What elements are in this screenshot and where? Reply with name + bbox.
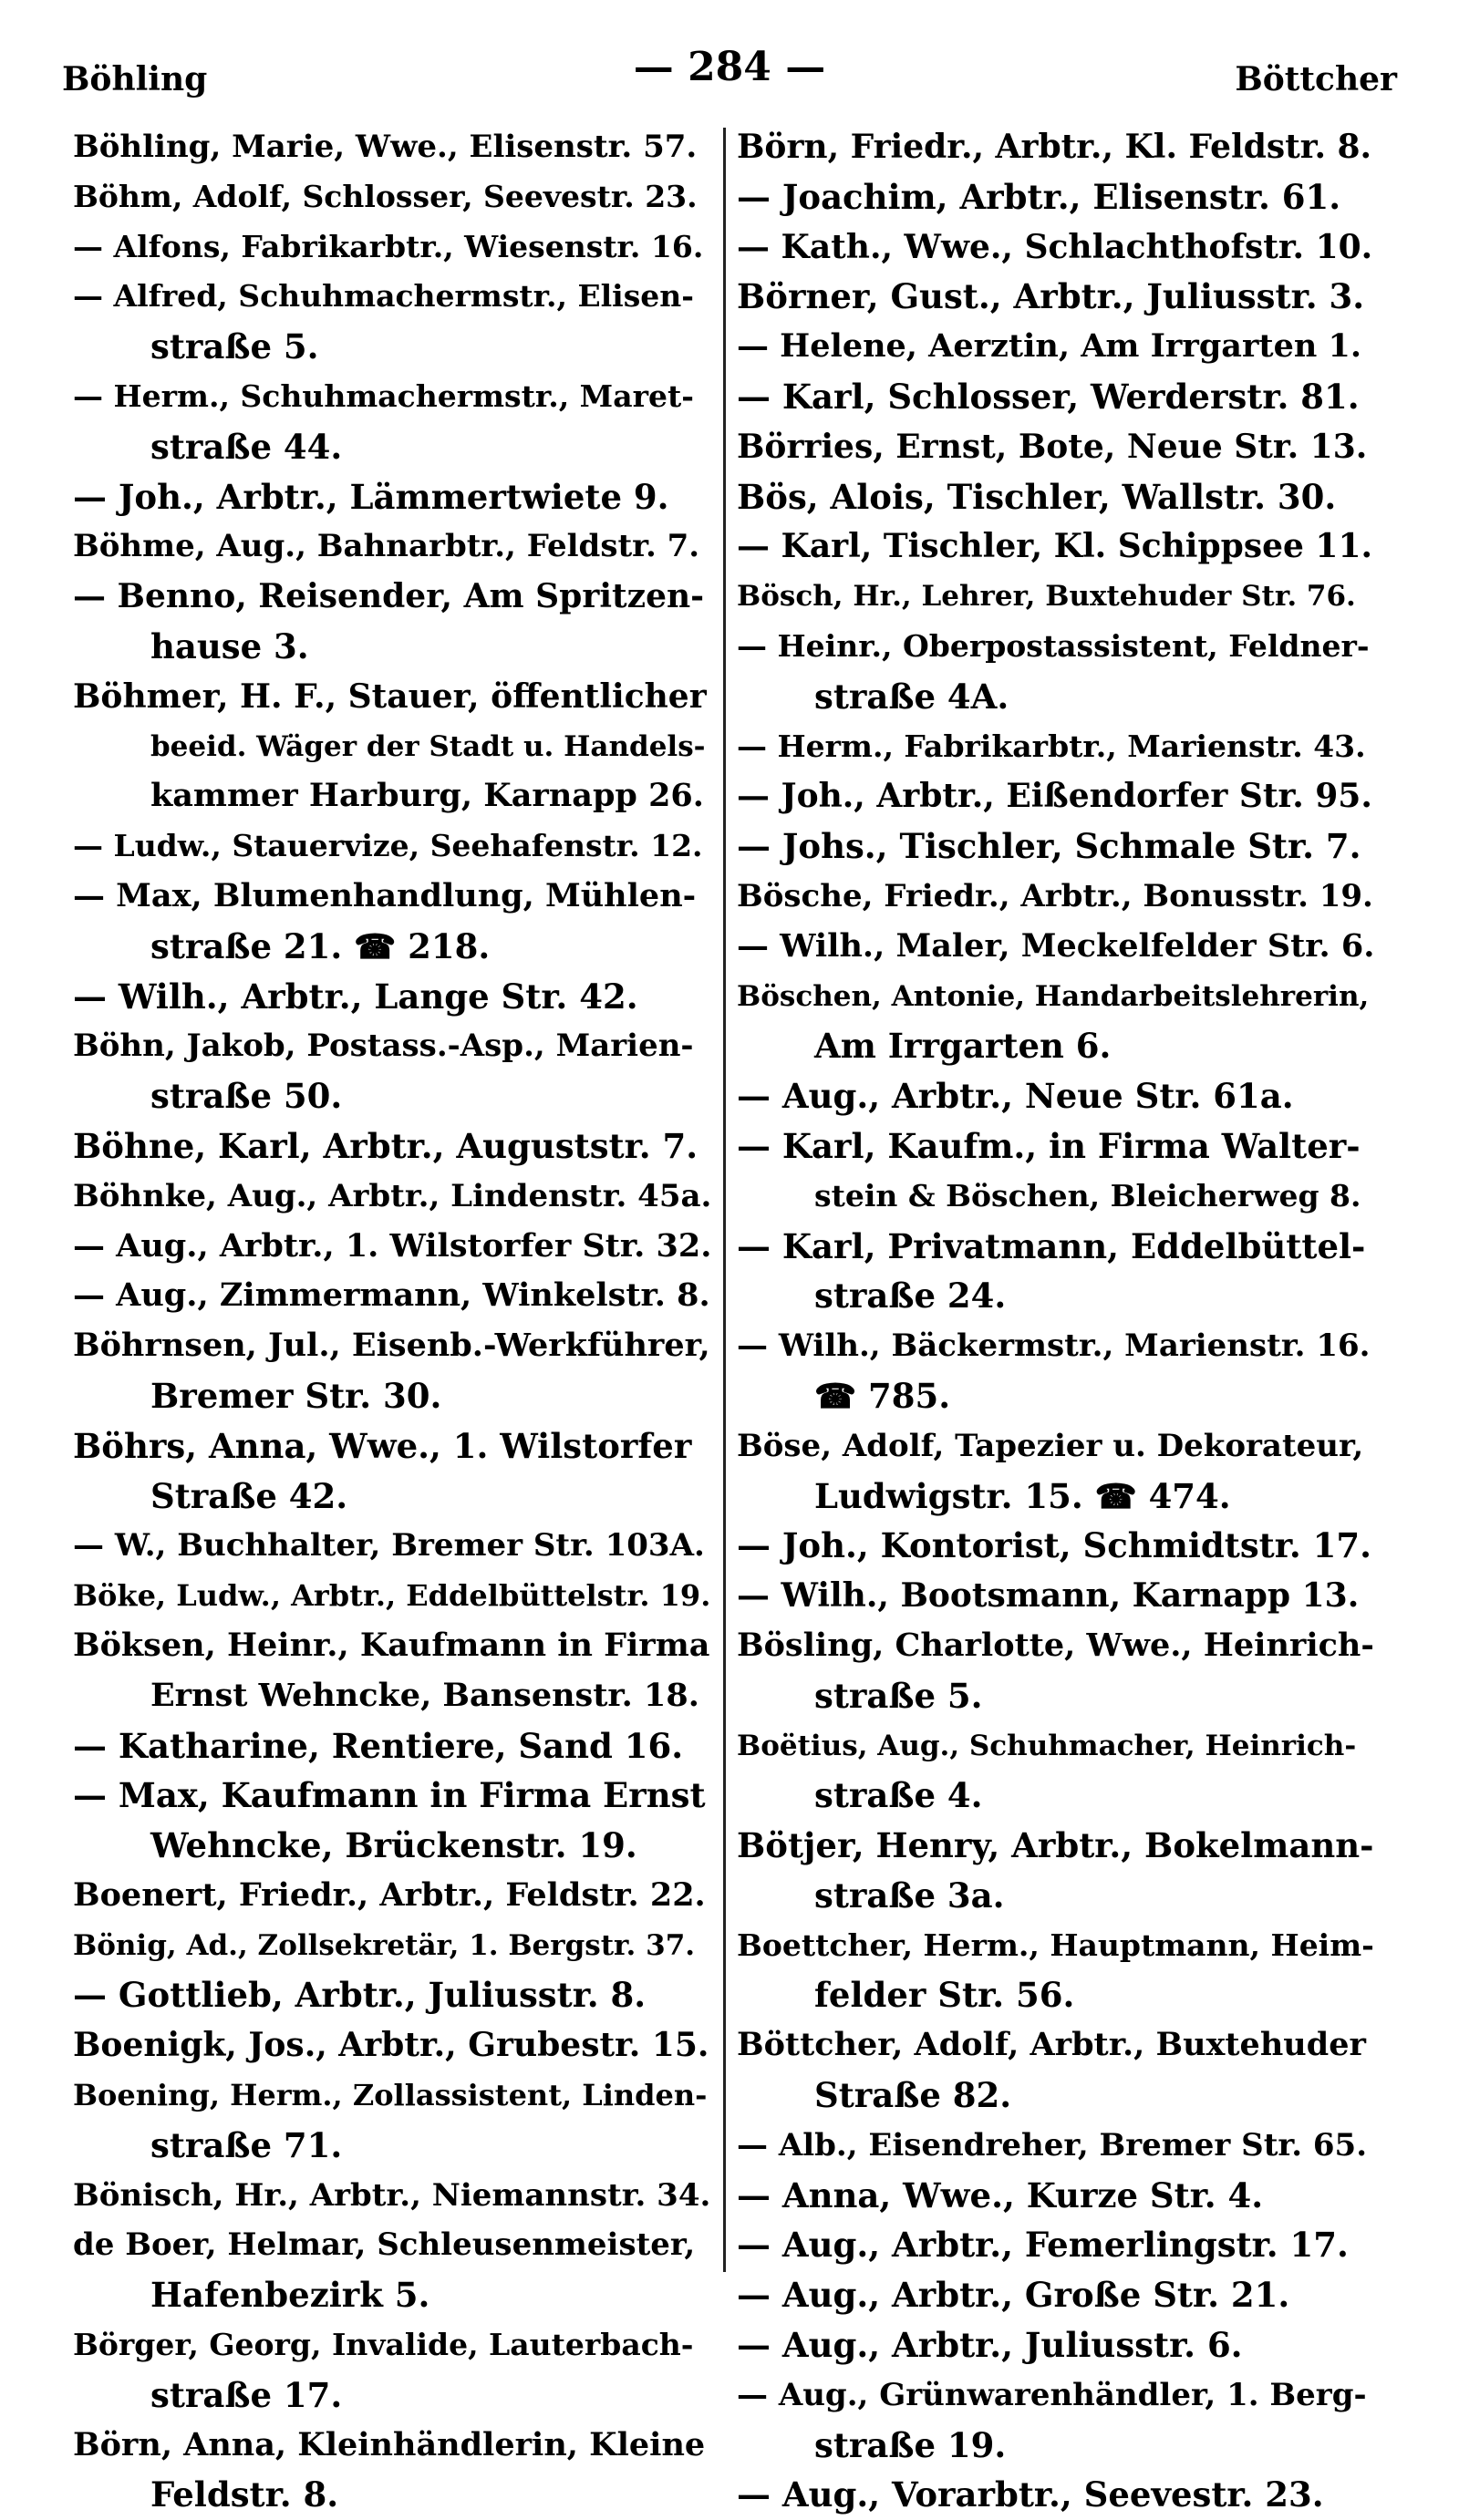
entry-line: — Karl, Kaufm., in Firma Walter- [737,1125,1361,1166]
entry-continuation-line: Feldstr. 8. [150,2474,339,2515]
entry-continuation-line: ☎ 785. [814,1375,951,1416]
entry-continuation-line: straße 5. [150,326,319,367]
entry-line: — Benno, Reisender, Am Spritzen- [73,577,705,616]
entry-continuation-line: straße 24. [814,1275,1007,1317]
entry-line: — Ludw., Stauervize, Seehafenstr. 12. [73,828,703,864]
entry-line: — Herm., Schuhmachermstr., Maret- [73,377,694,414]
entry-line: Börries, Ernst, Bote, Neue Str. 13. [737,427,1368,466]
entry-line: — Aug., Arbtr., Juliusstr. 6. [737,2325,1243,2366]
entry-line: — Alfons, Fabrikarbtr., Wiesenstr. 16. [73,228,704,264]
entry-line: Boettcher, Herm., Hauptmann, Heim- [737,1926,1374,1963]
entry-line: — Joh., Kontorist, Schmidtstr. 17. [737,1525,1372,1566]
entry-line: — W., Buchhalter, Bremer Str. 103A. [73,1527,705,1565]
entry-line: — Wilh., Maler, Meckelfelder Str. 6. [737,926,1375,965]
entry-line: Bös, Alois, Tischler, Wallstr. 30. [737,476,1337,517]
entry-continuation-line: straße 50. [150,1076,343,1117]
entry-line: — Aug., Arbtr., Femerlingstr. 17. [737,2225,1349,2266]
right-column [737,122,1375,2520]
entry-continuation-line: Am Irrgarten 6. [814,1026,1112,1067]
entry-line: — Herm., Fabrikarbtr., Marienstr. 43. [737,728,1366,764]
entry-continuation-line: straße 4A. [814,676,1009,717]
entry-continuation-line: hause 3. [150,625,309,666]
entry-line: Böhm, Adolf, Schlosser, Seevestr. 23. [73,178,698,214]
entry-continuation-line: kammer Harburg, Karnapp 26. [150,777,704,815]
entry-continuation-line: Ernst Wehncke, Bansenstr. 18. [150,1676,699,1714]
entry-continuation-line: straße 44. [150,426,343,467]
entry-line: Bönisch, Hr., Arbtr., Niemannstr. 34. [73,2176,711,2214]
left-column [73,122,711,2520]
entry-line: Böttcher, Adolf, Arbtr., Buxtehuder [737,2026,1366,2064]
entry-line: Böhling, Marie, Wwe., Elisenstr. 57. [73,129,698,165]
header-right-keyword: Böttcher [1235,60,1397,98]
entry-line: Bösche, Friedr., Arbtr., Bonusstr. 19. [737,877,1373,914]
entry-continuation-line: straße 71. [150,2124,343,2165]
entry-line: — Heinr., Oberpostassistent, Feldner- [737,627,1370,664]
entry-line: — Joachim, Arbtr., Elisenstr. 61. [737,176,1341,217]
entry-line: Böse, Adolf, Tapezier u. Dekorateur, [737,1427,1364,1464]
entry-line: Boëtius, Aug., Schuhmacher, Heinrich- [737,1729,1357,1762]
entry-continuation-line: felder Str. 56. [814,1975,1075,2016]
entry-line: — Wilh., Bootsmann, Karnapp 13. [737,1576,1360,1616]
entry-line: — Helene, Aerztin, Am Irrgarten 1. [737,327,1362,366]
entry-line: — Wilh., Bäckermstr., Marienstr. 16. [737,1327,1371,1365]
entry-continuation-line: Straße 42. [150,1475,348,1516]
entry-line: — Max, Kaufmann in Firma Ernst [73,1775,706,1816]
entry-line: Bötjer, Henry, Arbtr., Bokelmann- [737,1825,1374,1866]
page-number: — 284 — [633,44,826,90]
entry-line: — Katharine, Rentiere, Sand 16. [73,1725,684,1766]
entry-line: Bösling, Charlotte, Wwe., Heinrich- [737,1626,1374,1664]
entry-line: Bösch, Hr., Lehrer, Buxtehuder Str. 76. [737,580,1356,614]
entry-line: Böhme, Aug., Bahnarbtr., Feldstr. 7. [73,528,700,565]
entry-line: — Aug., Arbtr., Große Str. 21. [737,2275,1290,2316]
entry-line: Böhmer, H. F., Stauer, öffentlicher [73,676,707,716]
entry-line: — Alfred, Schuhmachermstr., Elisen- [73,278,694,315]
entry-continuation-line: straße 4. [814,1775,983,1816]
entry-line: — Aug., Zimmermann, Winkelstr. 8. [73,1276,710,1315]
entry-line: — Aug., Arbtr., 1. Wilstorfer Str. 32. [73,1226,711,1265]
entry-line: — Max, Blumenhandlung, Mühlen- [73,876,697,914]
entry-continuation-line: beeid. Wäger der Stadt u. Handels- [150,729,706,763]
entry-line: — Johs., Tischler, Schmale Str. 7. [737,826,1361,867]
header-left-keyword: Böhling [62,60,208,98]
entry-line: — Joh., Arbtr., Eißendorfer Str. 95. [737,777,1372,816]
entry-continuation-line: straße 21. ☎ 218. [150,925,491,966]
entry-continuation-line: Bremer Str. 30. [150,1375,442,1416]
entry-continuation-line: Ludwigstr. 15. ☎ 474. [814,1475,1231,1516]
entry-line: Böke, Ludw., Arbtr., Eddelbüttelstr. 19. [73,1578,711,1614]
entry-line: — Kath., Wwe., Schlachthofstr. 10. [737,227,1373,266]
entry-line: — Aug., Arbtr., Neue Str. 61a. [737,1076,1294,1117]
entry-continuation-line: straße 17. [150,2374,343,2415]
entry-line: Böhrnsen, Jul., Eisenb.-Werkführer, [73,1327,710,1365]
entry-line: — Karl, Privatmann, Eddelbüttel- [737,1225,1366,1266]
column-divider [723,128,726,2272]
entry-line: — Karl, Schlosser, Werderstr. 81. [737,376,1360,417]
entry-line: Böhn, Jakob, Postass.-Asp., Marien- [73,1028,694,1065]
entry-line: Bönig, Ad., Zollsekretär, 1. Bergstr. 37. [73,1928,696,1962]
entry-line: Böhne, Karl, Arbtr., Auguststr. 7. [73,1125,698,1166]
entry-continuation-line: straße 3a. [814,1875,1005,1916]
entry-line: — Wilh., Arbtr., Lange Str. 42. [73,976,638,1017]
entry-line: Börn, Friedr., Arbtr., Kl. Feldstr. 8. [737,128,1372,166]
entry-continuation-line: straße 5. [814,1675,983,1716]
entry-line: de Boer, Helmar, Schleusenmeister, [73,2226,696,2264]
entry-line: Börn, Anna, Kleinhändlerin, Kleine [73,2425,706,2463]
entry-line: — Joh., Arbtr., Lämmertwiete 9. [73,476,669,517]
page-header [62,44,1397,98]
entry-line: Böschen, Antonie, Handarbeitslehrerin, [737,979,1370,1013]
entry-line: Böksen, Heinr., Kaufmann in Firma [73,1626,710,1664]
entry-line: Börner, Gust., Arbtr., Juliusstr. 3. [737,276,1365,317]
entry-continuation-line: Hafenbezirk 5. [150,2275,430,2316]
entry-line: Böhnke, Aug., Arbtr., Lindenstr. 45a. [73,1177,711,1214]
entry-line: — Karl, Tischler, Kl. Schippsee 11. [737,527,1373,566]
entry-line: — Gottlieb, Arbtr., Juliusstr. 8. [73,1975,647,2016]
entry-line: — Alb., Eisendreher, Bremer Str. 65. [737,2126,1368,2164]
entry-line: Böhrs, Anna, Wwe., 1. Wilstorfer [73,1425,692,1466]
entry-line: Börger, Georg, Invalide, Lauterbach- [73,2327,694,2363]
entry-continuation-line: Straße 82. [814,2075,1012,2116]
entry-continuation-line: stein & Böschen, Bleicherweg 8. [814,1177,1361,1214]
entry-line: Boening, Herm., Zollassistent, Linden- [73,2078,708,2113]
entry-continuation-line: Wehncke, Brückenstr. 19. [150,1825,637,1866]
entry-line: Boenert, Friedr., Arbtr., Feldstr. 22. [73,1875,706,1914]
entry-continuation-line: straße 19. [814,2424,1007,2465]
entry-line: — Aug., Grünwarenhändler, 1. Berg- [737,2376,1367,2413]
entry-line: — Anna, Wwe., Kurze Str. 4. [737,2174,1264,2215]
entry-line: — Aug., Vorarbtr., Seevestr. 23. [737,2474,1324,2515]
entry-line: Boenigk, Jos., Arbtr., Grubestr. 15. [73,2026,709,2065]
